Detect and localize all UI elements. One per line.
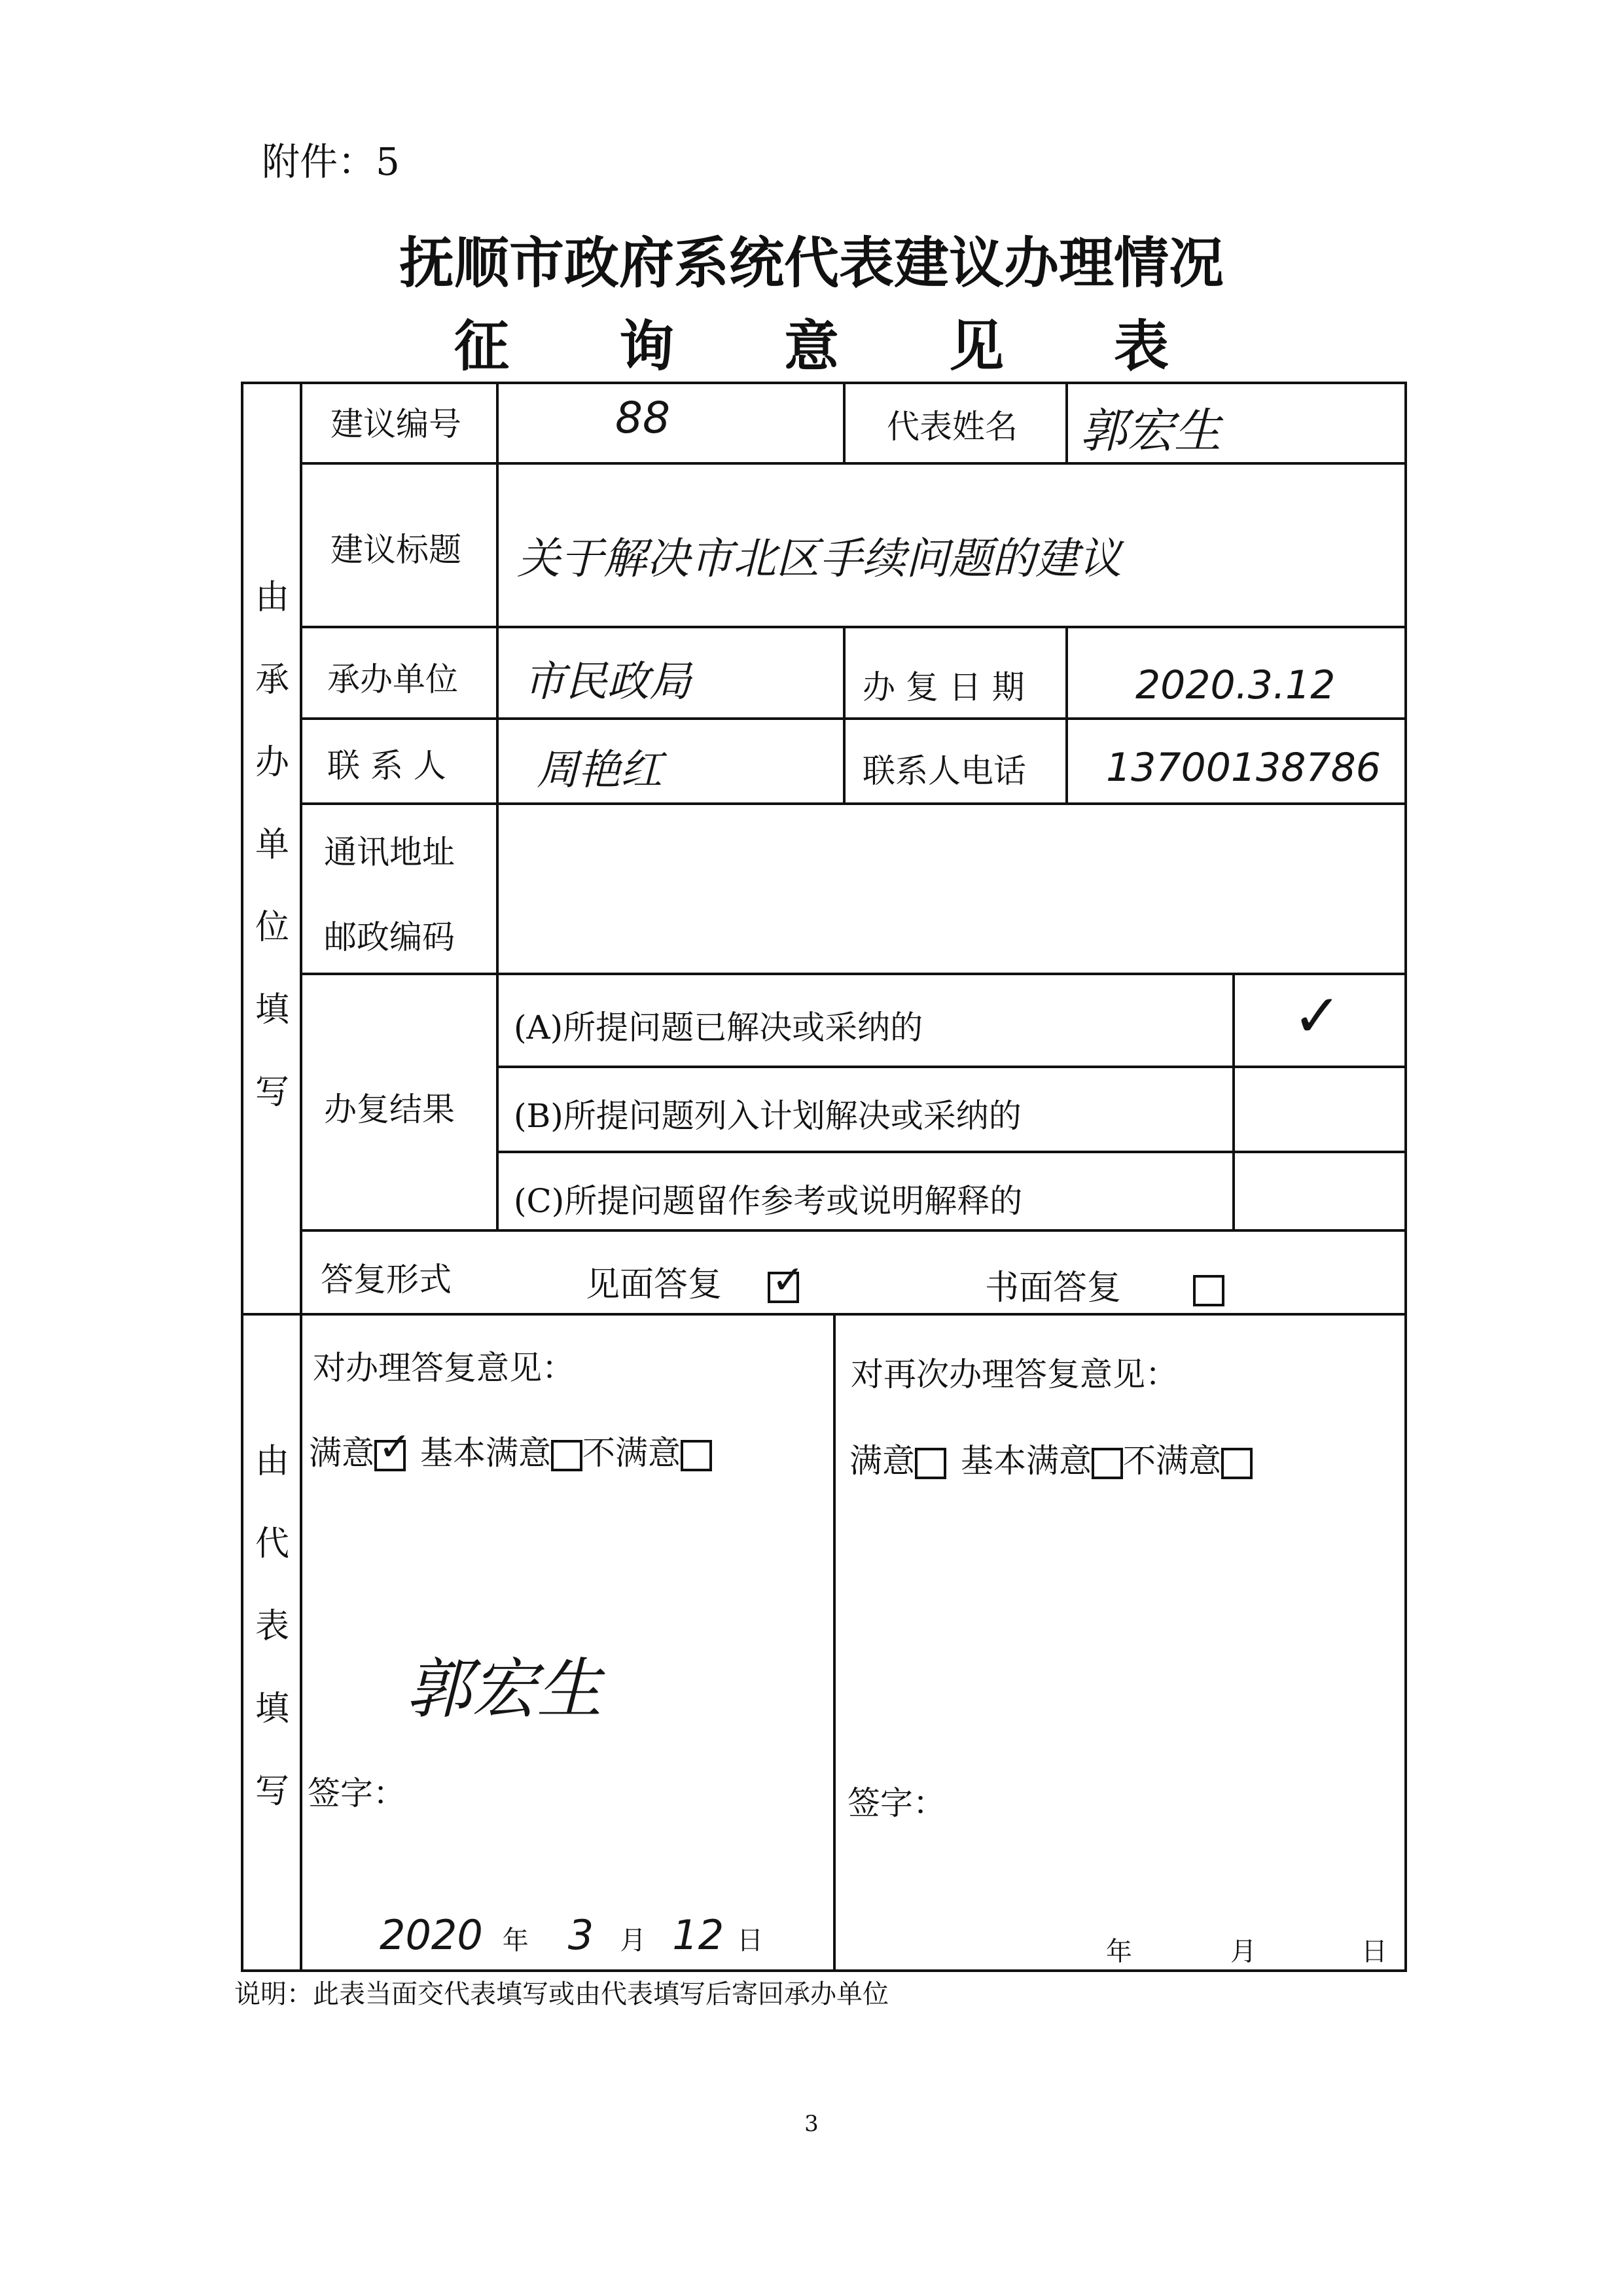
label-handling-unit: 承办单位 [327, 660, 458, 698]
right-opinion-heading: 对再次办理答复意见： [851, 1355, 1178, 1393]
value-contact: 周艳红 [537, 746, 662, 795]
left-basic-checkbox[interactable] [551, 1440, 582, 1471]
result-b: (B)所提问题列入计划解决或采纳的 [514, 1097, 1022, 1135]
page-number: 3 [804, 2111, 819, 2137]
value-contact-phone: 13700138786 [1106, 745, 1381, 791]
value-reply-date: 2020.3.12 [1135, 662, 1336, 708]
label-reply-form: 答复形式 [321, 1261, 452, 1299]
result-a: (A)所提问题已解决或采纳的 [514, 1009, 923, 1047]
label-rep-name: 代表姓名 [887, 408, 1018, 446]
title-line-2: 征 询 意 见 表 [454, 314, 1169, 378]
left-opinion-heading: 对办理答复意见： [313, 1349, 575, 1387]
label-proposal-title: 建议标题 [330, 531, 461, 569]
right-unsatisfied-checkbox[interactable] [1221, 1448, 1253, 1479]
face-checkbox[interactable]: ✓ [768, 1272, 799, 1303]
label-address: 通讯地址 [324, 833, 455, 871]
reply-form-written: 书面答复 [985, 1260, 1224, 1309]
left-satisfaction-row: 满意 ✓ 基本满意 不满意 [309, 1427, 712, 1474]
value-proposal-no: 88 [615, 393, 670, 443]
written-checkbox[interactable] [1193, 1275, 1224, 1306]
reply-form-face: 见面答复 ✓ [586, 1257, 805, 1304]
right-satisfaction-row: 满意 基本满意 不满意 [849, 1435, 1253, 1482]
left-unsatisfied-checkbox[interactable] [681, 1440, 712, 1471]
result-c: (C)所提问题留作参考或说明解释的 [514, 1182, 1023, 1220]
left-sign-label: 签字： [308, 1774, 406, 1812]
value-rep-name: 郭宏生 [1080, 403, 1222, 458]
right-date: 年 月 日 [1106, 1937, 1387, 1967]
side-label-unit: 由 承 办 单 位 填 写 [255, 578, 290, 1112]
side-label-rep: 由 代 表 填 写 [255, 1442, 290, 1811]
attachment-label: 附件：5 [262, 139, 400, 184]
label-reply-date: 办 复 日 期 [863, 668, 1025, 706]
label-proposal-no: 建议编号 [330, 405, 461, 443]
label-contact: 联 系 人 [327, 747, 446, 785]
label-postcode: 邮政编码 [324, 918, 455, 956]
right-sign-label: 签字： [847, 1784, 946, 1822]
footnote: 说明：此表当面交代表填写或由代表填写后寄回承办单位 [234, 1979, 889, 2009]
right-satisfied-checkbox[interactable] [915, 1448, 946, 1479]
result-a-checkmark: ✓ [1293, 982, 1342, 1050]
left-signature: 郭宏生 [406, 1651, 602, 1727]
value-handling-unit: 市民政局 [524, 658, 691, 706]
label-reply-result: 办复结果 [324, 1090, 455, 1128]
left-satisfied-checkbox[interactable]: ✓ [374, 1440, 406, 1471]
left-date: 2020 年 3 月 12 日 [380, 1911, 764, 1959]
title-line-1: 抚顺市政府系统代表建议办理情况 [399, 230, 1224, 295]
right-basic-checkbox[interactable] [1092, 1448, 1123, 1479]
label-contact-phone: 联系人电话 [863, 752, 1026, 790]
value-proposal-title: 关于解决市北区手续问题的建议 [517, 533, 1122, 584]
